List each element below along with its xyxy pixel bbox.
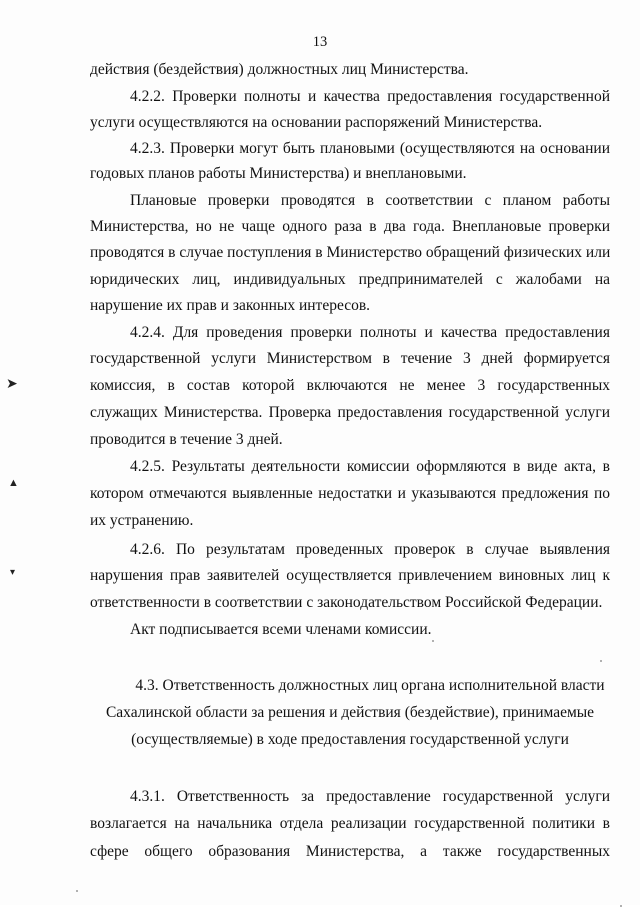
text-line: действия (бездействия) должностных лиц Министерства.: [90, 61, 469, 78]
text-line: Плановые проверки проводятся в соответствии с планом работы: [130, 192, 610, 209]
text-line: служащих Министерства. Проверка предоставления государственной услуги: [90, 404, 610, 421]
scan-speck: [432, 640, 434, 642]
margin-mark: ➤: [6, 377, 18, 392]
text-line: нарушения прав заявителей осуществляется привлечением виновных лиц к: [90, 567, 610, 584]
text-line: государственной услуги Министерством в течение 3 дней формируется: [90, 350, 610, 367]
text-line: возлагается на начальника отдела реализации государственной политики в: [90, 815, 610, 832]
margin-mark: ▲: [8, 477, 19, 489]
page-number: 13: [312, 34, 328, 50]
text-line: 4.3.1. Ответственность за предоставление государственной услуги: [130, 788, 610, 805]
text-line: 4.2.5. Результаты деятельности комиссии оформляются в виде акта, в: [130, 458, 610, 475]
text-line: котором отмечаются выявленные недостатки и указываются предложения по: [90, 485, 610, 502]
text-line: 4.2.6. По результатам проведенных проверок в случае выявления: [130, 541, 610, 558]
text-line: юридических лиц, индивидуальных предпринимателей с жалобами на: [90, 271, 610, 288]
text-line: нарушение их прав и законных интересов.: [90, 297, 371, 314]
text-line: годовых планов работы Министерства) и внеплановыми.: [90, 165, 467, 182]
section-heading-line: 4.3. Ответственность должностных лиц органа исполнительной власти: [135, 677, 605, 694]
text-line: 4.2.3. Проверки могут быть плановыми (осуществляются на основании: [130, 140, 610, 157]
margin-mark: ▾: [10, 567, 16, 578]
text-line: проводится в течение 3 дней.: [90, 431, 283, 448]
scan-speck: [600, 660, 602, 662]
text-line: Министерства, но не чаще одного раза в два года. Внеплановые проверки: [90, 218, 610, 235]
scan-speck: [76, 890, 78, 892]
text-line: Акт подписывается всеми членами комиссии.: [130, 621, 432, 638]
section-heading-line: Сахалинской области за решения и действия (бездействие), принимаемые: [105, 704, 595, 721]
text-line: ответственности в соответствии с законодательством Российской Федерации.: [90, 594, 603, 611]
section-heading-line: (осуществляемые) в ходе предоставления государственной услуги: [131, 731, 569, 748]
text-line: сфере общего образования Министерства, а также государственных: [90, 843, 610, 860]
text-line: их устранению.: [90, 512, 194, 529]
text-line: 4.2.2. Проверки полноты и качества предоставления государственной: [130, 88, 610, 105]
text-line: 4.2.4. Для проведения проверки полноты и качества предоставления: [130, 324, 610, 341]
text-line: комиссия, в состав которой включаются не менее 3 государственных: [90, 377, 610, 394]
text-line: проводятся в случае поступления в Министерство обращений физических или: [90, 244, 611, 261]
text-line: услуги осуществляются на основании распоряжений Министерства.: [90, 114, 543, 131]
